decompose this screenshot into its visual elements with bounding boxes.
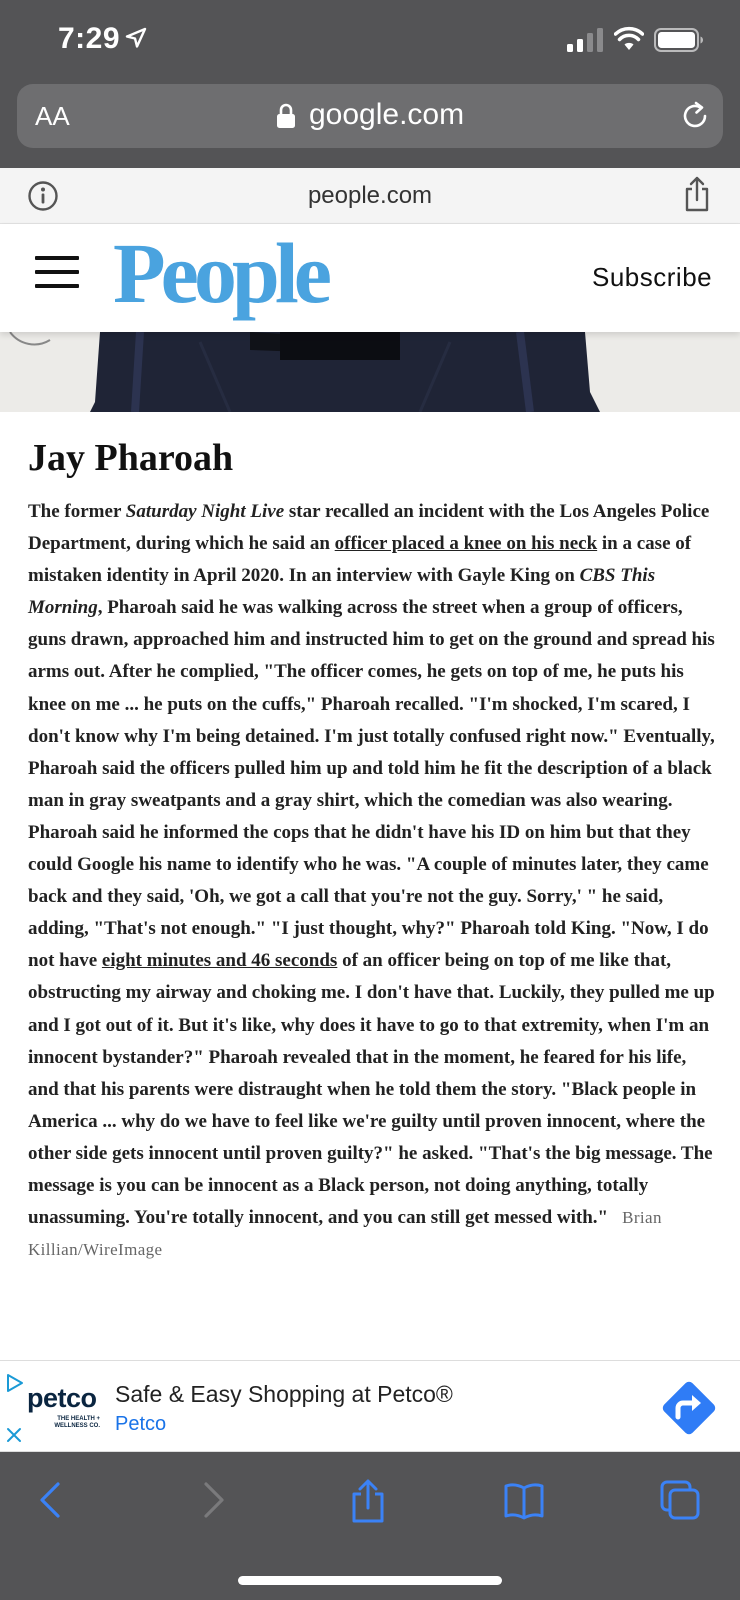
url-text: google.com (309, 98, 465, 131)
browser-toolbar (0, 1452, 740, 1600)
ad-directions-icon[interactable] (656, 1375, 722, 1441)
article-link-knee[interactable]: officer placed a knee on his neck (334, 533, 598, 555)
text-size-button[interactable]: AA (35, 101, 70, 131)
svg-text:People: People (113, 226, 330, 321)
photo-credit: Brian Killian/WireImage (28, 1208, 662, 1260)
amp-header-bar (0, 168, 740, 224)
amp-domain[interactable]: people.com (307, 182, 433, 209)
article (28, 436, 718, 1266)
people-logo[interactable] (111, 226, 333, 326)
bookmarks-icon[interactable] (502, 1478, 546, 1522)
close-icon[interactable] (6, 1427, 22, 1443)
article-link-eight-minutes[interactable]: eight minutes and 46 seconds (101, 950, 338, 972)
subscribe-link[interactable]: Subscribe (592, 262, 713, 292)
battery-icon (654, 28, 704, 52)
body-show-name: CBS This Morning (28, 565, 656, 619)
lock-icon (276, 103, 296, 129)
browser-address-area (0, 84, 740, 168)
tabs-icon[interactable] (658, 1478, 702, 1522)
article-title: Jay Pharoah (28, 437, 234, 479)
body-text: The former (28, 501, 126, 522)
forward-icon[interactable] (190, 1478, 234, 1522)
ad-advertiser[interactable]: Petco (115, 1413, 167, 1435)
adchoices-icon[interactable] (6, 1373, 24, 1393)
wifi-icon (614, 26, 644, 52)
home-indicator[interactable] (238, 1576, 502, 1585)
ad-title[interactable]: Safe & Easy Shopping at Petco® (115, 1381, 453, 1407)
share-icon[interactable] (683, 176, 711, 212)
body-text: , Pharoah said he was walking across the street when a group of officers, guns drawn, approached him and instructed him to get on the ground and spread his arms out. After he complied, "The officer comes, he gets on top of me, he puts his knee on me ... he puts on the cuffs," Pharoah recalled. "I'm shocked, I'm scared, I don't know why I'm being detained. I'm just totally confused right now." Eventually, Pharoah said the officers pulled him up and told him he fit the description of a black man in gray sweatpants and a gray shirt, which the comedian was also wearing. Pharoah said he informed the cops that he didn't have his ID on him but that they could Google his name to identify who he was. "A couple of minutes later, they came back and they said, 'Oh, we got a call that you're not the guy. Sorry,' " he said, adding, "That's not enough." "I just thought, why?" Pharoah told King. "Now, I do not have (28, 597, 715, 972)
address-bar[interactable] (17, 84, 723, 148)
status-time: 7:29 (58, 22, 121, 55)
body-text: of an officer being on top of me like that, obstructing my airway and choking me. I don't have that. Luckily, they pulled me up and I got out of it. But it's like, why does it have to go to that extremity, when I'm an innocent bystander?" Pharoah revealed that in the moment, he feared for his life, and that his parents were distraught when he told them the story. "Black people in America ... why do we have to feel like we're guilty until proven innocent, where the other side gets innocent until proven guilty?" he asked. "That's the big message. The message is you can be innocent as a Black person, not doing anything, totally unassuming. You're totally innocent, and you can still get messed with." (28, 950, 715, 1229)
body-text: star recalled an incident with the Los Angeles Police Department, during which he said an (28, 501, 710, 555)
share-icon[interactable] (346, 1478, 390, 1524)
reload-icon[interactable] (679, 100, 711, 132)
location-arrow-icon (124, 26, 148, 50)
body-text: in a case of mistaken identity in April 2020. In an interview with Gayle King on (28, 533, 692, 587)
petco-tagline: THE HEALTH + WELLNESS CO. (54, 1416, 100, 1429)
body-show-name: Saturday Night Live (125, 501, 285, 522)
menu-icon[interactable] (35, 256, 79, 292)
back-icon[interactable] (30, 1478, 74, 1522)
cellular-signal-icon (567, 28, 603, 52)
article-body (28, 496, 718, 1266)
advertisement-banner[interactable] (0, 1360, 740, 1452)
petco-logo: petco (27, 1383, 97, 1413)
hero-image (0, 332, 740, 412)
site-header (0, 224, 740, 332)
status-bar (0, 0, 740, 84)
